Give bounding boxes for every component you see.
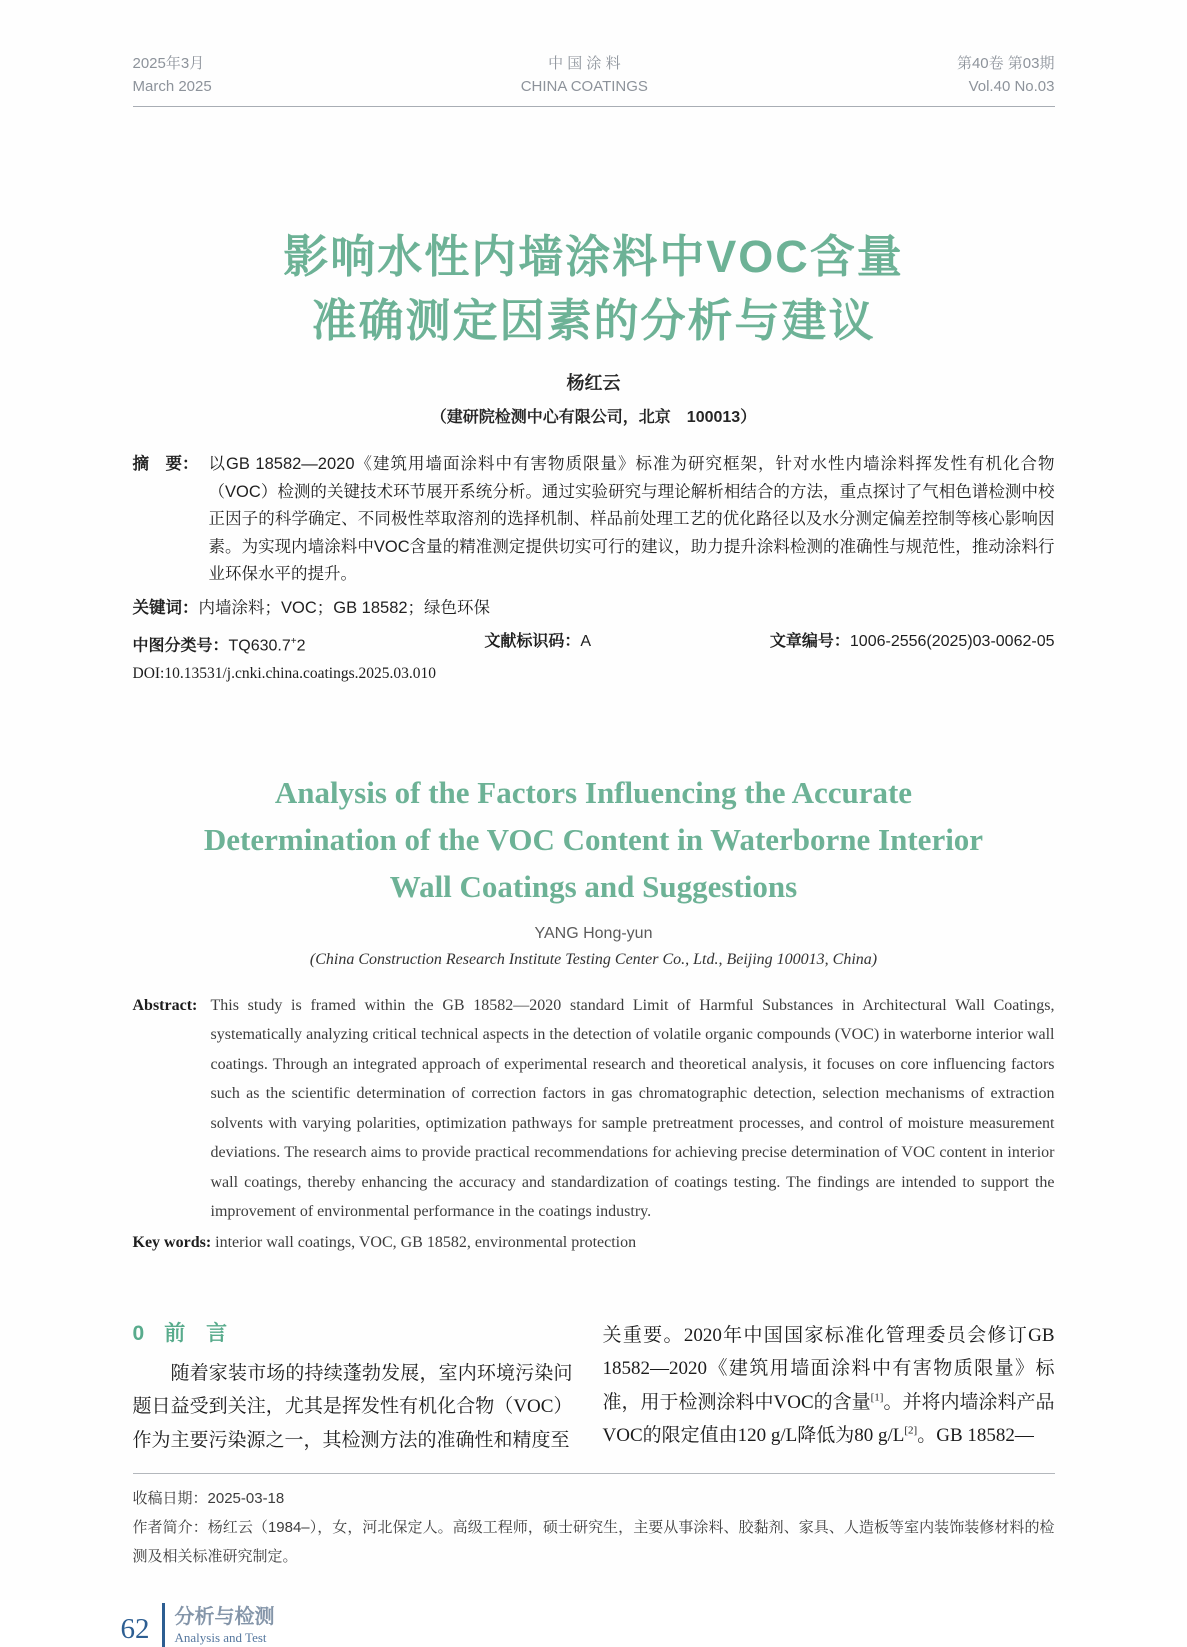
keywords-cn (133, 595, 1055, 622)
article-title-cn-line2: 准确测定因素的分析与建议 (311, 295, 876, 346)
intro-paragraph-left: 随着家装市场的持续蓬勃发展，室内环境污染问题日益受到关注，尤其是挥发性有机化合物（VOC）作为主要污染源之一，其检测方法的准确性和精度至 (132, 1362, 573, 1451)
article-number (770, 629, 1055, 659)
journal-date-cn: 2025年3月 (132, 55, 205, 72)
citation-ref-1: [1] (870, 1391, 884, 1404)
citation-ref-2: [2] (904, 1425, 918, 1437)
column-title-en: Analysis and Test (174, 1629, 267, 1645)
abstract-en-label: Abstract: (132, 996, 198, 1014)
doi: DOI:10.13531/j.cnki.china.coatings.2025.03.010 (132, 664, 436, 682)
abstract-cn-text: 以GB 18582—2020《建筑用墙面涂料中有害物质限量》标准为研究框架，针对水性内墙涂料挥发性有机化合物（VOC）检测的关键技术环节展开系统分析。通过实验研究与理论解析相结合的方法，重点探讨了气相色谱检测中校正因子的科学确定、不同极性萃取溶剂的选择机制、样品前处理工艺的优化路径以及水分测定偏差控制等核心影响因素。为实现内墙涂料中VOC含量的精准测定提供切实可行的建议，助力提升涂料检测的准确性与规范性，推动涂料行业环保水平的提升。 (208, 455, 1055, 583)
keywords-en-label: Key words: (132, 1233, 212, 1251)
article-title-cn (133, 225, 1055, 353)
intro-left-column (133, 1319, 573, 1458)
abstract-en-text: This study is framed within the GB 18582—2020 standard Limit of Harmful Substances in Architectural Wall Coatings, systematically analyzing critical technical aspects in the detection of volatile organic compounds (VOC) in waterborne interior wall coatings. Through an integrated approach of experimental research and theoretical analysis, it focuses on core influencing factors such as the scientific determination of correction factors in gas chromatographic detection, selection mechanisms of extraction solvents with varying polarities, optimization pathways for sample pretreatment processes, and control of moisture measurement deviations. The research aims to provide practical recommendations for achieving precise determination of VOC content in interior wall coatings, thereby enhancing the accuracy and standardization of coatings testing. The findings are intended to support the improvement of environmental performance in the coatings industry. (210, 996, 1055, 1221)
journal-date-en: March 2025 (132, 78, 212, 95)
clc-number (133, 629, 306, 659)
abstract-cn-label: 摘 要： (132, 455, 199, 473)
article-number-value: 1006-2556(2025)03-0062-05 (849, 632, 1055, 650)
journal-issue-cn: 第40卷 第03期 (956, 55, 1055, 72)
footnote-block (133, 1484, 1055, 1571)
intro-right-seg1: 关重要。2020年中国国家标准化管理委员会修订GB 18582—2020《建筑用墙面涂料中有害物质限量》标准，用于检测涂料中VOC的含量 (602, 1324, 1055, 1413)
article-title-cn-line1: 影响水性内墙涂料中VOC含量 (283, 231, 904, 282)
journal-issue-en: Vol.40 No.03 (968, 78, 1055, 95)
author-en: YANG Hong-yun (534, 924, 653, 942)
journal-issue (957, 52, 1055, 98)
column-title-cn: 分析与检测 (174, 1605, 275, 1628)
clc-tail: 2 (296, 636, 306, 654)
intro-section (133, 1319, 1055, 1458)
clc-label: 中图分类号： (132, 636, 229, 654)
journal-name-cn: 中 国 涂 料 (548, 55, 621, 72)
page-number: 62 (120, 1612, 150, 1645)
article-title-en-line2: Determination of the VOC Content in Waterborne Interior (203, 821, 984, 857)
clc-value: TQ630.7 (228, 636, 291, 654)
clc-superscript: + (290, 635, 297, 647)
document-code (484, 629, 591, 659)
article-title-en-line1: Analysis of the Factors Influencing the Accurate (274, 774, 913, 810)
journal-name (521, 52, 648, 98)
section-number: 0 (132, 1321, 145, 1345)
affiliation-cn: （建研院检测中心有限公司，北京 100013） (430, 409, 757, 426)
received-date-value: 2025-03-18 (207, 1490, 285, 1508)
keywords-en (133, 1229, 1055, 1257)
document-code-label: 文献标识码： (484, 632, 581, 650)
journal-date (133, 52, 212, 98)
document-code-value: A (580, 632, 592, 650)
author-cn: 杨红云 (566, 373, 621, 393)
intro-right-column (603, 1319, 1055, 1458)
intro-right-seg3: 。GB 18582— (917, 1425, 1034, 1447)
keywords-cn-label: 关键词： (132, 598, 199, 617)
article-title-en-line3: Wall Coatings and Suggestions (389, 868, 798, 904)
author-bio (133, 1513, 1055, 1571)
footer-divider-bar (162, 1603, 165, 1647)
received-date-label: 收稿日期： (132, 1490, 208, 1508)
page-footer (121, 1603, 1055, 1647)
article-number-label: 文章编号： (769, 632, 850, 650)
article-title-en (133, 769, 1055, 910)
section-title: 前 言 (164, 1321, 228, 1345)
abstract-cn (133, 451, 1055, 589)
journal-header (133, 0, 1055, 107)
keywords-cn-text: 内墙涂料；VOC；GB 18582；绿色环保 (198, 598, 491, 617)
journal-name-en: CHINA COATINGS (520, 78, 648, 95)
author-bio-label: 作者简介： (132, 1519, 208, 1537)
abstract-en (133, 991, 1055, 1227)
received-date (133, 1484, 1055, 1513)
affiliation-en: (China Construction Research Institute Testing Center Co., Ltd., Beijing 100013, China) (309, 950, 878, 968)
intro-paragraph-right (603, 1319, 1055, 1453)
column-titles (175, 1605, 275, 1646)
keywords-en-text: interior wall coatings, VOC, GB 18582, environmental protection (215, 1233, 637, 1251)
author-bio-text: 杨红云（1984–），女，河北保定人。高级工程师，硕士研究生，主要从事涂料、胶黏剂、家具、人造板等室内装饰装修材料的检测及相关标准研究制定。 (132, 1519, 1055, 1566)
footnote-divider (133, 1473, 1055, 1474)
section-heading (133, 1319, 573, 1349)
intro-right-seg2: 。并将内墙涂料产品VOC的限定值由120 g/L降低为80 g/L (602, 1391, 1055, 1447)
article-meta-row (133, 629, 1055, 659)
